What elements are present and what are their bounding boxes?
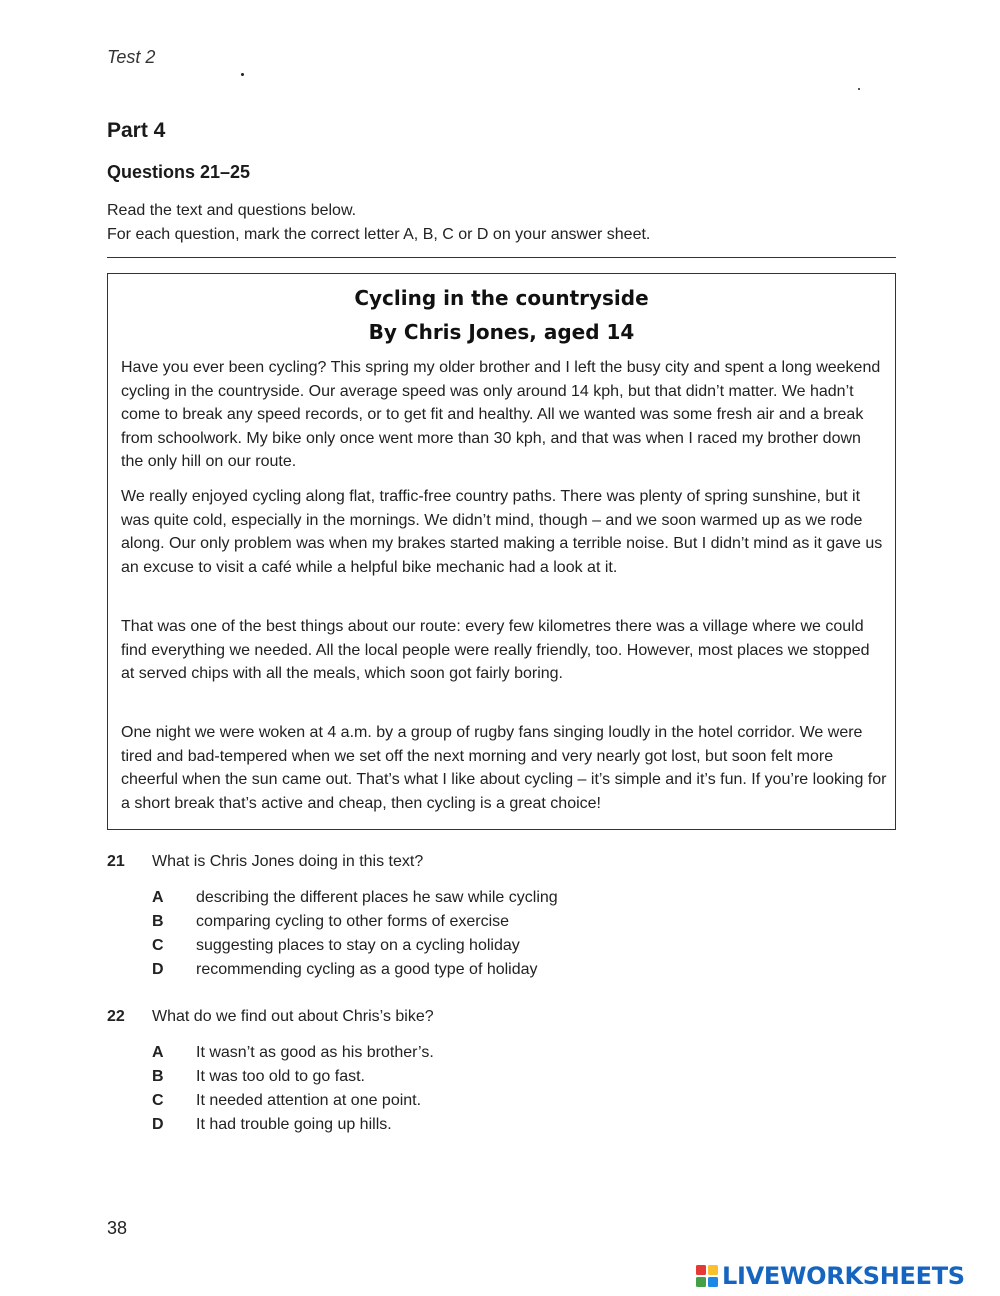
option-letter: C (152, 937, 164, 954)
option-letter: D (152, 961, 164, 978)
scan-speck (858, 88, 860, 90)
question-number: 21 (107, 853, 125, 870)
option-text: It wasn’t as good as his brother’s. (196, 1044, 434, 1061)
article-paragraph: Have you ever been cycling? This spring my older brother and I left the busy city and spent a long weekend cycling in the countryside. Our average speed was only around 14 kph, but that didn’t matter. We hadn’t come to break any speed records, or to get fit and healthy. All we wanted was some fresh air and a break from schoolwork. My bike only once went more than 30 kph, and that was when I raced my brother down the only hill on our route. (121, 359, 881, 470)
page-number: 38 (107, 1218, 128, 1238)
option-text: comparing cycling to other forms of exercise (196, 913, 510, 930)
scan-speck (241, 73, 244, 76)
option-letter: D (152, 1116, 164, 1133)
divider (107, 257, 896, 258)
article-paragraph: We really enjoyed cycling along flat, traffic-free country paths. There was plenty of spring sunshine, but it was quite cold, especially in the mornings. We didn’t mind, though – and we soon warmed up as we rode along. Our only problem was when my brakes started making a terrible noise. But I didn’t mind as it gave us an excuse to visit a café while a helpful bike mechanic had a look at it. (121, 488, 883, 576)
option-text: It needed attention at one point. (196, 1092, 422, 1109)
option-letter: C (152, 1092, 164, 1109)
liveworksheets-logo-icon (696, 1265, 718, 1287)
option-text: describing the different places he saw while cycling (196, 889, 558, 906)
option-text: recommending cycling as a good type of holiday (196, 961, 538, 978)
option-letter: A (152, 889, 164, 906)
questions-range: Questions 21–25 (107, 162, 251, 182)
article-paragraph: One night we were woken at 4 a.m. by a group of rugby fans singing loudly in the hotel corridor. We were tired and bad-tempered when we set off the next morning and very nearly got lost, but soon felt more cheerful when the sun came out. That’s what I like about cycling – it’s simple and it’s fun. If you’re looking for a short break that’s active and cheap, then cycling is a great choice! (121, 724, 887, 812)
instruction-line: Read the text and questions below. (107, 202, 357, 219)
brand-text: LIVEWORKSHEETS (722, 1262, 965, 1290)
option-letter: A (152, 1044, 164, 1061)
option-text: It had trouble going up hills. (196, 1116, 392, 1133)
option-letter: B (152, 913, 164, 930)
option-letter: B (152, 1068, 164, 1085)
article-byline: By Chris Jones, aged 14 (368, 320, 635, 344)
article-box (107, 273, 896, 830)
question-text: What do we find out about Chris’s bike? (152, 1008, 434, 1025)
option-text: suggesting places to stay on a cycling holiday (196, 937, 520, 954)
question-text: What is Chris Jones doing in this text? (152, 853, 424, 870)
option-text: It was too old to go fast. (196, 1068, 365, 1085)
part-title: Part 4 (107, 119, 166, 142)
article-paragraph: That was one of the best things about our route: every few kilometres there was a village where we could find everything we needed. All the local people were really friendly, too. However, most places we stopped at served chips with all the meals, which soon got fairly boring. (121, 618, 870, 682)
instruction-line: For each question, mark the correct letter A, B, C or D on your answer sheet. (107, 226, 651, 243)
article-title: Cycling in the countryside (354, 286, 649, 310)
test-label: Test 2 (107, 47, 156, 67)
question-number: 22 (107, 1008, 125, 1025)
